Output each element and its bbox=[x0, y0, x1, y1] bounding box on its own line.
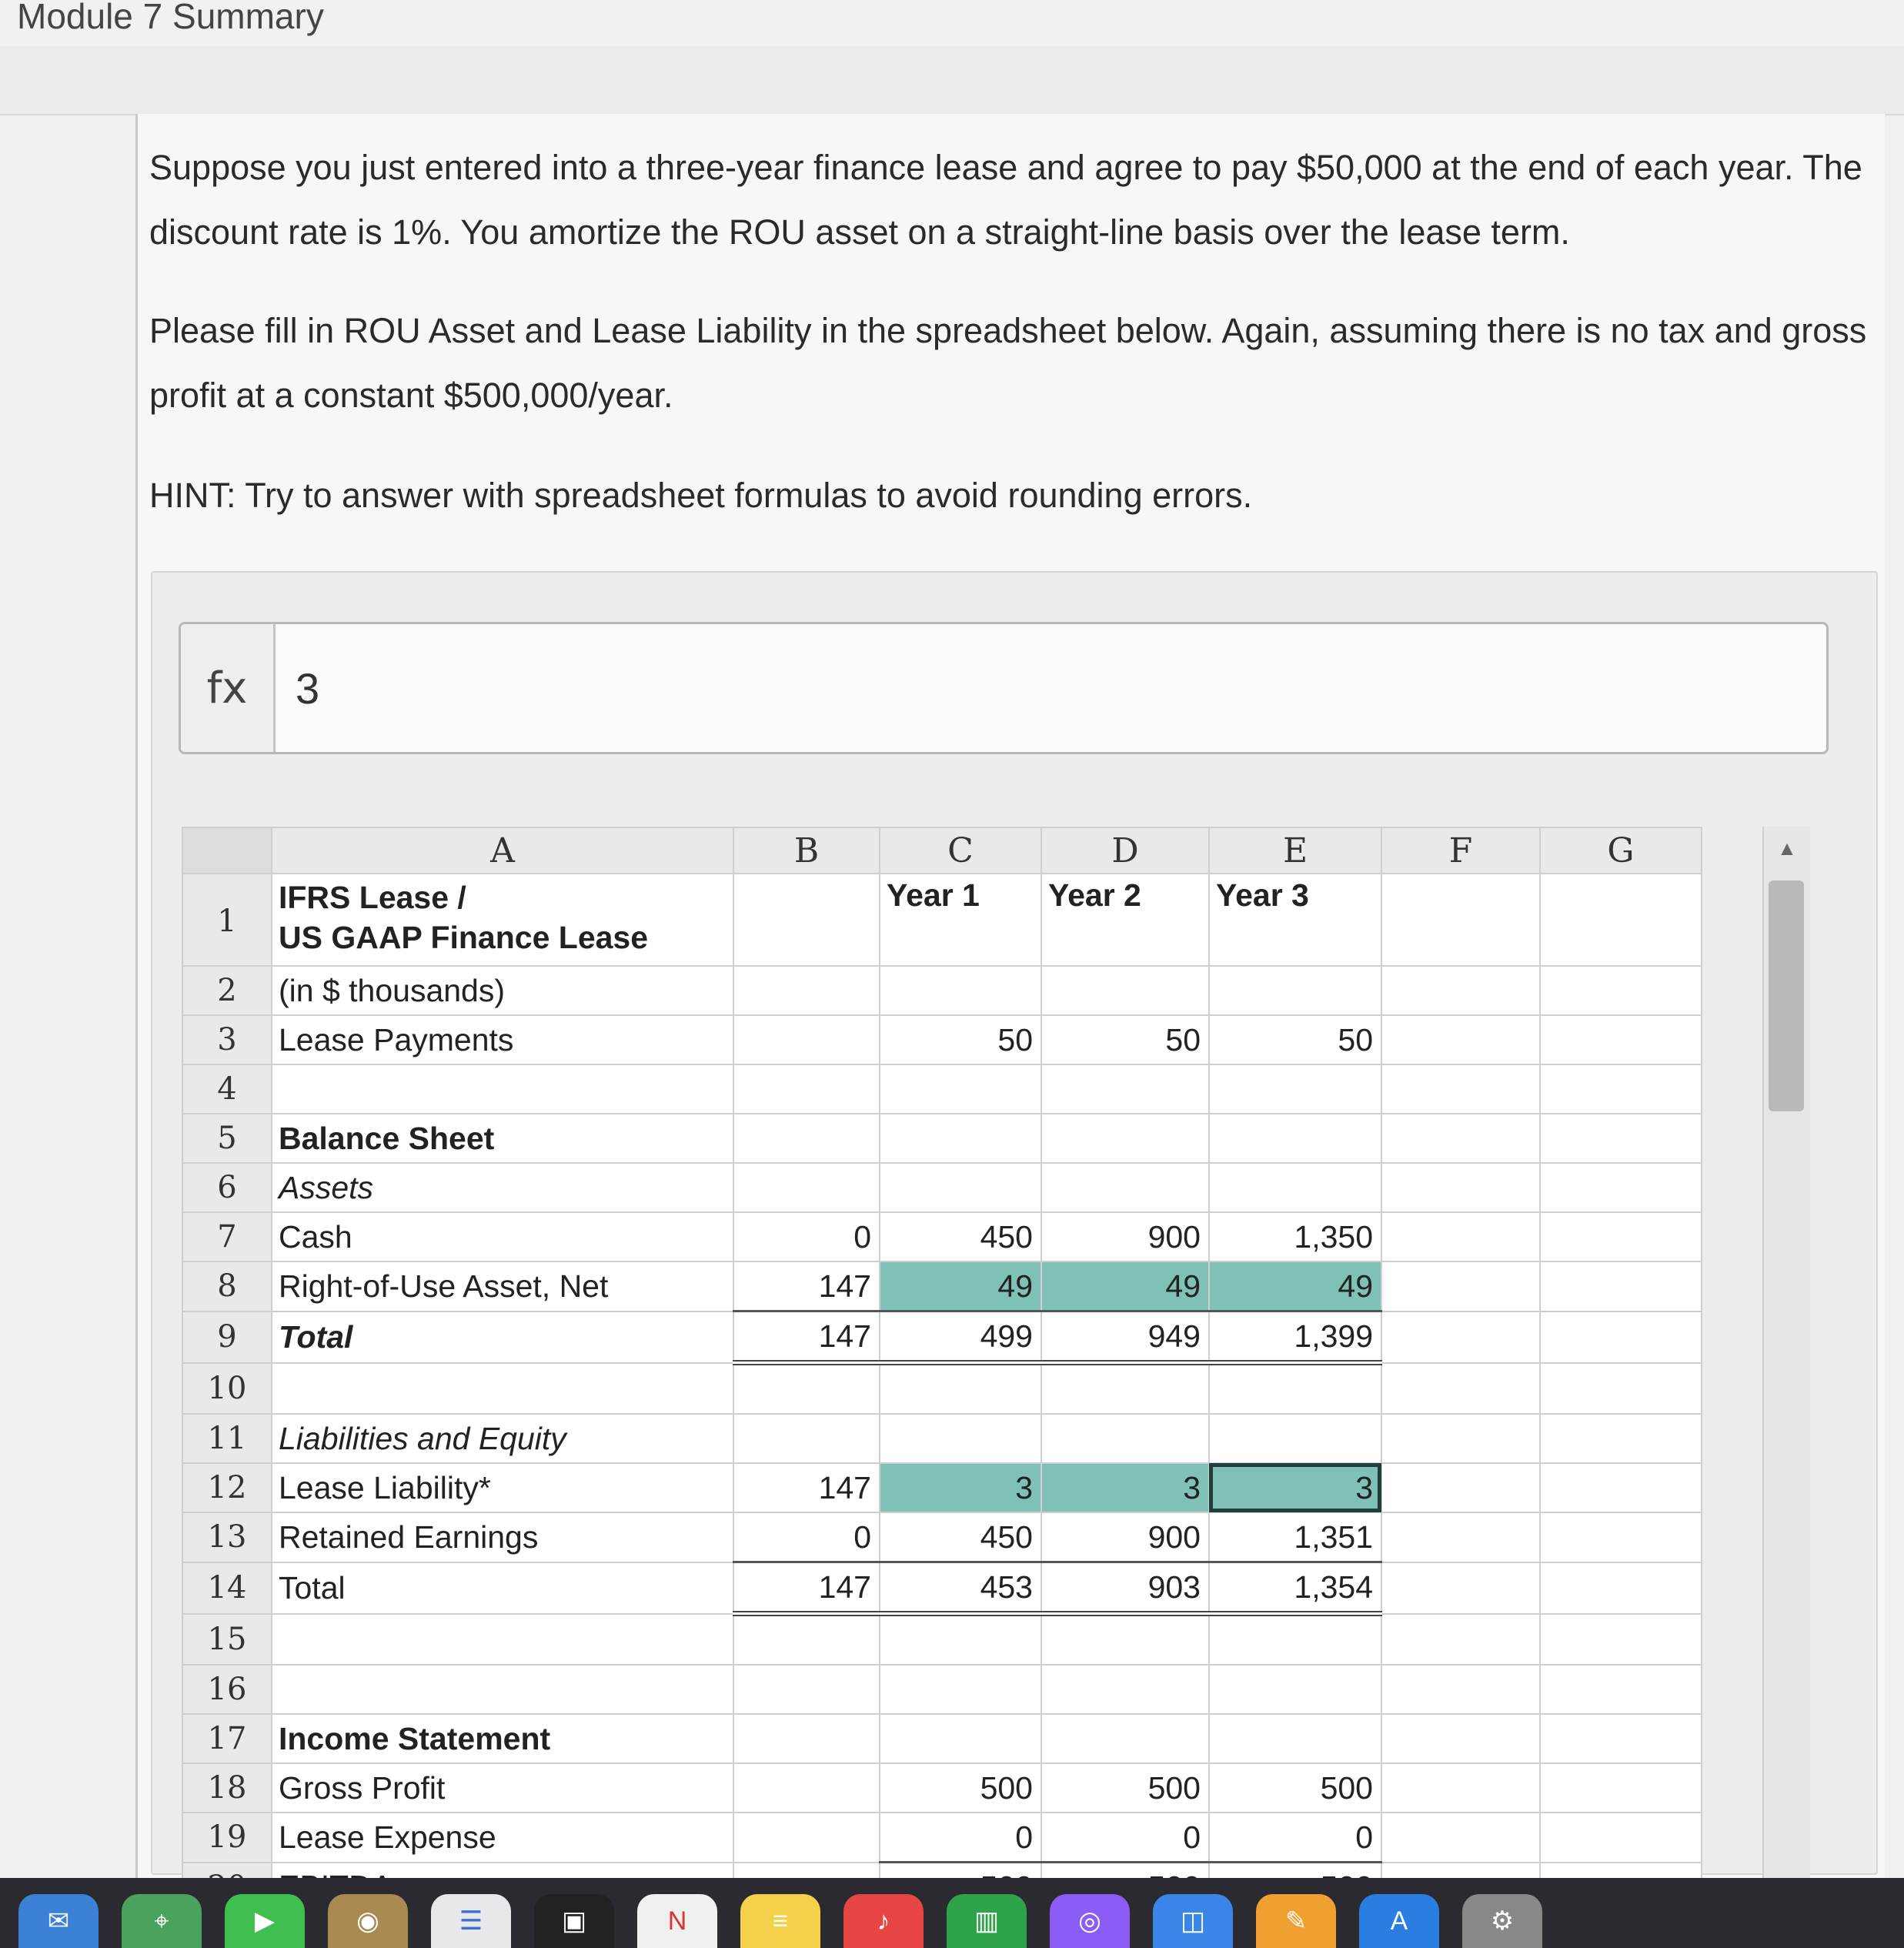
os-dock bbox=[0, 1878, 1904, 1948]
cell-g9[interactable] bbox=[1540, 1311, 1702, 1363]
cell-d6[interactable] bbox=[1041, 1163, 1209, 1212]
cell-g12[interactable] bbox=[1540, 1463, 1702, 1512]
cell-e16[interactable] bbox=[1209, 1665, 1381, 1714]
formula-input[interactable]: 3 bbox=[296, 663, 320, 713]
cell-g19[interactable] bbox=[1540, 1813, 1702, 1863]
cell-c11[interactable] bbox=[880, 1414, 1041, 1463]
cell-a7[interactable]: Cash bbox=[272, 1212, 733, 1261]
cell-g17[interactable] bbox=[1540, 1714, 1702, 1763]
cell-a10[interactable] bbox=[272, 1363, 733, 1415]
table-row bbox=[182, 1015, 1702, 1064]
cell-f5[interactable] bbox=[1381, 1114, 1540, 1163]
lease-liability-year1-input[interactable]: 3 bbox=[880, 1463, 1041, 1512]
cell-a15[interactable] bbox=[272, 1614, 733, 1666]
cell-a16[interactable] bbox=[272, 1665, 733, 1714]
cell-g5[interactable] bbox=[1540, 1114, 1702, 1163]
news-icon[interactable]: N bbox=[637, 1894, 717, 1948]
cell-f13[interactable] bbox=[1381, 1512, 1540, 1562]
keynote-icon[interactable]: ◫ bbox=[1153, 1894, 1233, 1948]
lease-liability-year2-input[interactable]: 3 bbox=[1041, 1463, 1209, 1512]
notes-app-icon[interactable]: ◉ bbox=[328, 1894, 408, 1948]
select-all-corner[interactable] bbox=[182, 827, 272, 874]
cell-e1[interactable]: Year 3 bbox=[1209, 874, 1381, 966]
cell-g11[interactable] bbox=[1540, 1414, 1702, 1463]
row-number[interactable]: 8 bbox=[182, 1261, 272, 1311]
row-number[interactable]: 15 bbox=[182, 1614, 272, 1666]
cell-e19[interactable]: 0 bbox=[1209, 1813, 1381, 1863]
tv-icon[interactable]: ▣ bbox=[534, 1894, 614, 1948]
cell-c2[interactable] bbox=[880, 966, 1041, 1015]
cell-a1[interactable] bbox=[272, 874, 733, 966]
table-row bbox=[182, 1311, 1702, 1363]
cell-c1[interactable]: Year 1 bbox=[880, 874, 1041, 966]
table-row bbox=[182, 1714, 1702, 1763]
table-row bbox=[182, 1763, 1702, 1813]
cell-g16[interactable] bbox=[1540, 1665, 1702, 1714]
cell-b18[interactable] bbox=[733, 1763, 880, 1813]
table-row bbox=[182, 1212, 1702, 1261]
row-number[interactable]: 16 bbox=[182, 1665, 272, 1714]
cell-e15[interactable] bbox=[1209, 1614, 1381, 1666]
podcasts-icon[interactable]: ◎ bbox=[1050, 1894, 1130, 1948]
cell-e3[interactable]: 50 bbox=[1209, 1015, 1381, 1064]
cell-e11[interactable] bbox=[1209, 1414, 1381, 1463]
cell-a13[interactable]: Retained Earnings bbox=[272, 1512, 733, 1562]
table-row bbox=[182, 1512, 1702, 1562]
cell-b13[interactable]: 0 bbox=[733, 1512, 880, 1562]
column-header-row bbox=[182, 827, 1702, 874]
cell-b3[interactable] bbox=[733, 1015, 880, 1064]
cell-d2[interactable] bbox=[1041, 966, 1209, 1015]
cell-f11[interactable] bbox=[1381, 1414, 1540, 1463]
cell-f17[interactable] bbox=[1381, 1714, 1540, 1763]
cell-e6[interactable] bbox=[1209, 1163, 1381, 1212]
row-number[interactable]: 1 bbox=[182, 874, 272, 966]
cell-g8[interactable] bbox=[1540, 1261, 1702, 1311]
lease-liability-year3-input[interactable]: 3 bbox=[1209, 1463, 1381, 1512]
cell-f2[interactable] bbox=[1381, 966, 1540, 1015]
prompt-hint: HINT: Try to answer with spreadsheet formulas to avoid rounding errors. bbox=[149, 476, 1253, 515]
cell-g18[interactable] bbox=[1540, 1763, 1702, 1813]
cell-a9[interactable]: Total bbox=[272, 1311, 733, 1363]
app-store-icon[interactable]: A bbox=[1359, 1894, 1439, 1948]
table-row bbox=[182, 1813, 1702, 1863]
row-number[interactable]: 2 bbox=[182, 966, 272, 1015]
table-row bbox=[182, 966, 1702, 1015]
cell-a2[interactable]: (in $ thousands) bbox=[272, 966, 733, 1015]
cell-c19[interactable]: 0 bbox=[880, 1813, 1041, 1863]
table-row bbox=[182, 1064, 1702, 1114]
cell-f4[interactable] bbox=[1381, 1064, 1540, 1114]
reminders-icon[interactable]: ☰ bbox=[431, 1894, 511, 1948]
table-row bbox=[182, 1261, 1702, 1311]
cell-c14[interactable]: 453 bbox=[880, 1562, 1041, 1614]
pages-icon[interactable]: ✎ bbox=[1256, 1894, 1336, 1948]
fx-icon: fx bbox=[181, 624, 276, 752]
scroll-up-icon[interactable]: ▲ bbox=[1777, 836, 1797, 860]
cell-c16[interactable] bbox=[880, 1665, 1041, 1714]
cell-c10[interactable] bbox=[880, 1363, 1041, 1415]
cell-b15[interactable] bbox=[733, 1614, 880, 1666]
music-icon[interactable]: ♪ bbox=[843, 1894, 924, 1948]
cell-g3[interactable] bbox=[1540, 1015, 1702, 1064]
cell-f15[interactable] bbox=[1381, 1614, 1540, 1666]
cell-d18[interactable]: 500 bbox=[1041, 1763, 1209, 1813]
table-row bbox=[182, 1363, 1702, 1415]
cell-g13[interactable] bbox=[1540, 1512, 1702, 1562]
cell-a3[interactable]: Lease Payments bbox=[272, 1015, 733, 1064]
row-number[interactable]: 13 bbox=[182, 1512, 272, 1562]
table-row bbox=[182, 1614, 1702, 1666]
cell-d10[interactable] bbox=[1041, 1363, 1209, 1415]
cell-b5[interactable] bbox=[733, 1114, 880, 1163]
cell-a14[interactable]: Total bbox=[272, 1562, 733, 1614]
cell-d16[interactable] bbox=[1041, 1665, 1209, 1714]
cell-c15[interactable] bbox=[880, 1614, 1041, 1666]
cell-a6[interactable]: Assets bbox=[272, 1163, 733, 1212]
cell-d15[interactable] bbox=[1041, 1614, 1209, 1666]
cell-d17[interactable] bbox=[1041, 1714, 1209, 1763]
cell-c9[interactable]: 499 bbox=[880, 1311, 1041, 1363]
cell-d7[interactable]: 900 bbox=[1041, 1212, 1209, 1261]
column-header-a[interactable]: A bbox=[272, 827, 733, 874]
cell-b9[interactable]: 147 bbox=[733, 1311, 880, 1363]
table-row bbox=[182, 1114, 1702, 1163]
cell-g6[interactable] bbox=[1540, 1163, 1702, 1212]
row-number[interactable]: 10 bbox=[182, 1363, 272, 1415]
row-number[interactable]: 7 bbox=[182, 1212, 272, 1261]
cell-c13[interactable]: 450 bbox=[880, 1512, 1041, 1562]
row-number[interactable]: 18 bbox=[182, 1763, 272, 1813]
cell-b16[interactable] bbox=[733, 1665, 880, 1714]
cell-f18[interactable] bbox=[1381, 1763, 1540, 1813]
table-row bbox=[182, 1163, 1702, 1212]
cell-b1[interactable] bbox=[733, 874, 880, 966]
cell-f10[interactable] bbox=[1381, 1363, 1540, 1415]
cell-a5[interactable]: Balance Sheet bbox=[272, 1114, 733, 1163]
cell-f6[interactable] bbox=[1381, 1163, 1540, 1212]
page-title: Module 7 Summary bbox=[17, 0, 324, 36]
cell-b2[interactable] bbox=[733, 966, 880, 1015]
cell-e4[interactable] bbox=[1209, 1064, 1381, 1114]
cell-a19[interactable]: Lease Expense bbox=[272, 1813, 733, 1863]
cell-c6[interactable] bbox=[880, 1163, 1041, 1212]
cell-d19[interactable]: 0 bbox=[1041, 1813, 1209, 1863]
column-header-d[interactable]: D bbox=[1041, 827, 1209, 874]
cell-g10[interactable] bbox=[1540, 1363, 1702, 1415]
cell-b12[interactable]: 147 bbox=[733, 1463, 880, 1512]
cell-c17[interactable] bbox=[880, 1714, 1041, 1763]
cell-g4[interactable] bbox=[1540, 1064, 1702, 1114]
cell-b8[interactable]: 147 bbox=[733, 1261, 880, 1311]
cell-d5[interactable] bbox=[1041, 1114, 1209, 1163]
cell-d13[interactable]: 900 bbox=[1041, 1512, 1209, 1562]
row-number[interactable]: 9 bbox=[182, 1311, 272, 1363]
cell-d1[interactable]: Year 2 bbox=[1041, 874, 1209, 966]
table-row bbox=[182, 1665, 1702, 1714]
cell-b17[interactable] bbox=[733, 1714, 880, 1763]
cell-e10[interactable] bbox=[1209, 1363, 1381, 1415]
row-number[interactable]: 11 bbox=[182, 1414, 272, 1463]
row-number[interactable]: 6 bbox=[182, 1163, 272, 1212]
cell-a11[interactable]: Liabilities and Equity bbox=[272, 1414, 733, 1463]
cell-f3[interactable] bbox=[1381, 1015, 1540, 1064]
rou-asset-year1-input[interactable]: 49 bbox=[880, 1261, 1041, 1311]
row-number[interactable]: 4 bbox=[182, 1064, 272, 1114]
settings-icon[interactable]: ⚙ bbox=[1462, 1894, 1542, 1948]
cell-e7[interactable]: 1,350 bbox=[1209, 1212, 1381, 1261]
header-strip bbox=[0, 46, 1904, 115]
cell-a12[interactable]: Lease Liability* bbox=[272, 1463, 733, 1512]
mail-icon[interactable]: ✉ bbox=[18, 1894, 99, 1948]
cell-b10[interactable] bbox=[733, 1363, 880, 1415]
cell-g1[interactable] bbox=[1540, 874, 1702, 966]
cell-f19[interactable] bbox=[1381, 1813, 1540, 1863]
cell-g15[interactable] bbox=[1540, 1614, 1702, 1666]
column-header-e[interactable]: E bbox=[1209, 827, 1381, 874]
cell-c5[interactable] bbox=[880, 1114, 1041, 1163]
vertical-scrollbar[interactable] bbox=[1762, 827, 1810, 1889]
prompt-paragraph-2: Please fill in ROU Asset and Lease Liability in the spreadsheet below. Again, assuming there is no tax and gross profit at a constant $500,000/year. bbox=[149, 311, 1867, 415]
row-number[interactable]: 14 bbox=[182, 1562, 272, 1614]
cell-f16[interactable] bbox=[1381, 1665, 1540, 1714]
row-number[interactable]: 19 bbox=[182, 1813, 272, 1863]
cell-b6[interactable] bbox=[733, 1163, 880, 1212]
cell-e17[interactable] bbox=[1209, 1714, 1381, 1763]
column-header-g[interactable]: G bbox=[1540, 827, 1702, 874]
cell-a17[interactable]: Income Statement bbox=[272, 1714, 733, 1763]
cell-b11[interactable] bbox=[733, 1414, 880, 1463]
sheet-title-line-2: US GAAP Finance Lease bbox=[279, 920, 649, 955]
row-number[interactable]: 17 bbox=[182, 1714, 272, 1763]
cell-g2[interactable] bbox=[1540, 966, 1702, 1015]
cell-c18[interactable]: 500 bbox=[880, 1763, 1041, 1813]
cell-b7[interactable]: 0 bbox=[733, 1212, 880, 1261]
row-number[interactable]: 5 bbox=[182, 1114, 272, 1163]
cell-a18[interactable]: Gross Profit bbox=[272, 1763, 733, 1813]
cell-f14[interactable] bbox=[1381, 1562, 1540, 1614]
cell-d14[interactable]: 903 bbox=[1041, 1562, 1209, 1614]
cell-d4[interactable] bbox=[1041, 1064, 1209, 1114]
facetime-icon[interactable]: ▶ bbox=[225, 1894, 305, 1948]
cell-g14[interactable] bbox=[1540, 1562, 1702, 1614]
column-header-b[interactable]: B bbox=[733, 827, 880, 874]
table-row bbox=[182, 1463, 1702, 1512]
cell-b14[interactable]: 147 bbox=[733, 1562, 880, 1614]
column-header-c[interactable]: C bbox=[880, 827, 1041, 874]
cell-a4[interactable] bbox=[272, 1064, 733, 1114]
row-number[interactable]: 12 bbox=[182, 1463, 272, 1512]
row-number[interactable]: 3 bbox=[182, 1015, 272, 1064]
spreadsheet-grid bbox=[182, 827, 1702, 1913]
scrollbar-thumb[interactable] bbox=[1769, 880, 1804, 1111]
cell-f9[interactable] bbox=[1381, 1311, 1540, 1363]
cell-c4[interactable] bbox=[880, 1064, 1041, 1114]
cell-a8[interactable]: Right-of-Use Asset, Net bbox=[272, 1261, 733, 1311]
numbers-icon[interactable]: ▥ bbox=[947, 1894, 1027, 1948]
cell-e13[interactable]: 1,351 bbox=[1209, 1512, 1381, 1562]
cell-f1[interactable] bbox=[1381, 874, 1540, 966]
table-row bbox=[182, 1562, 1702, 1614]
cell-e9[interactable]: 1,399 bbox=[1209, 1311, 1381, 1363]
cell-e18[interactable]: 500 bbox=[1209, 1763, 1381, 1813]
cell-f12[interactable] bbox=[1381, 1463, 1540, 1512]
prompt-paragraph-1: Suppose you just entered into a three-year finance lease and agree to pay $50,000 at the end of each year. The discount rate is 1%. You amortize the ROU asset on a straight-line basis over the lease term. bbox=[149, 148, 1862, 252]
rou-asset-year3-input[interactable]: 49 bbox=[1209, 1261, 1381, 1311]
cell-e14[interactable]: 1,354 bbox=[1209, 1562, 1381, 1614]
cell-g7[interactable] bbox=[1540, 1212, 1702, 1261]
maps-icon[interactable]: ⌖ bbox=[122, 1894, 202, 1948]
cell-f7[interactable] bbox=[1381, 1212, 1540, 1261]
cell-d11[interactable] bbox=[1041, 1414, 1209, 1463]
column-header-f[interactable]: F bbox=[1381, 827, 1540, 874]
cell-c7[interactable]: 450 bbox=[880, 1212, 1041, 1261]
rou-asset-year2-input[interactable]: 49 bbox=[1041, 1261, 1209, 1311]
notes-icon[interactable]: ≡ bbox=[740, 1894, 820, 1948]
cell-e2[interactable] bbox=[1209, 966, 1381, 1015]
sheet-title-line-1: IFRS Lease / bbox=[279, 880, 466, 915]
cell-b19[interactable] bbox=[733, 1813, 880, 1863]
table-row bbox=[182, 874, 1702, 966]
formula-bar[interactable] bbox=[179, 622, 1829, 754]
cell-e5[interactable] bbox=[1209, 1114, 1381, 1163]
cell-b4[interactable] bbox=[733, 1064, 880, 1114]
cell-d3[interactable]: 50 bbox=[1041, 1015, 1209, 1064]
cell-f8[interactable] bbox=[1381, 1261, 1540, 1311]
cell-c3[interactable]: 50 bbox=[880, 1015, 1041, 1064]
cell-d9[interactable]: 949 bbox=[1041, 1311, 1209, 1363]
table-row bbox=[182, 1414, 1702, 1463]
